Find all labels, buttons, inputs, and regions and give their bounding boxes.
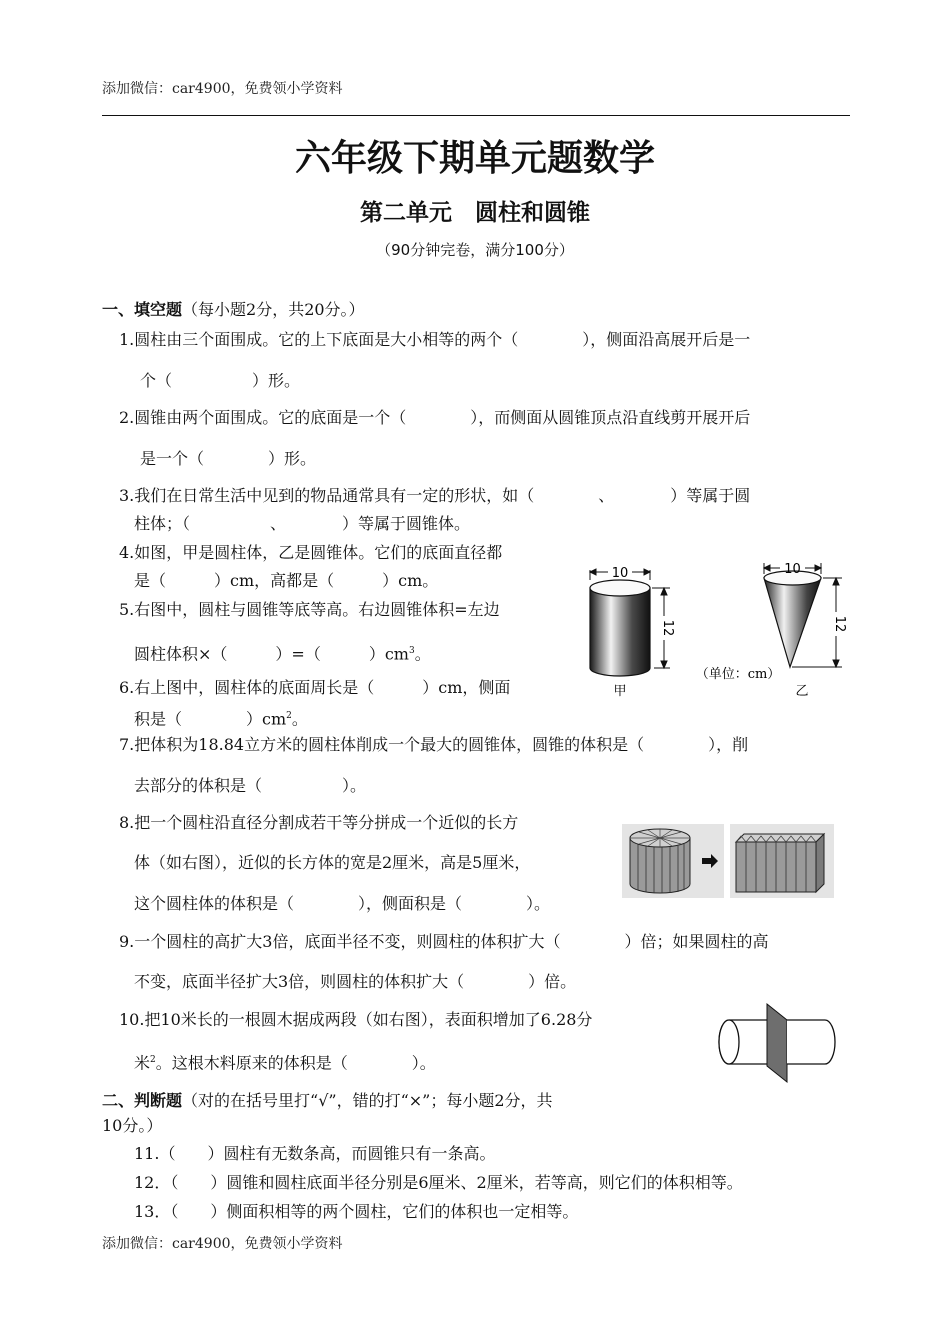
figure-cylinder-to-cuboid (622, 824, 834, 898)
cylinder-label: 甲 (613, 684, 627, 699)
q8-line1: 8.把一个圆柱沿直径分割成若干等分拼成一个近似的长方 (119, 813, 519, 832)
cylinder-shape (590, 580, 650, 676)
cylinder-height-label: 12 (660, 619, 675, 637)
q5-end: 。 (414, 644, 431, 664)
header-rule (102, 115, 850, 116)
cone-diameter-label: 10 (784, 562, 801, 577)
figure-cylinder-cone (580, 550, 855, 710)
q10-text-b: 。这根木料原来的体积是（ ）。 (155, 1053, 436, 1073)
sliced-cylinder (630, 829, 690, 893)
section1-heading (102, 297, 365, 320)
q4-line1: 4.如图，甲是圆柱体，乙是圆锥体。它们的底面直径都 (119, 543, 503, 562)
saw-cut-plane (767, 1004, 787, 1082)
q8-line3: 这个圆柱体的体积是（ ），侧面积是（ ）。 (134, 894, 551, 913)
q8-line2: 体（如右图），近似的长方体的宽是2厘米，高是5厘米， (134, 853, 531, 872)
page-title: 六年级下期单元题数学 (294, 138, 655, 179)
section2-heading (102, 1088, 553, 1111)
q10-text-a: 米 (134, 1053, 151, 1073)
approx-cuboid (736, 834, 824, 892)
cone-shape (764, 571, 821, 667)
section1-title: 一、填空题 (102, 300, 183, 319)
q11: 11.（ ）圆柱有无数条高，而圆锥只有一条高。 (134, 1144, 496, 1163)
page-subtitle: 第二单元 圆柱和圆锥 (360, 200, 590, 226)
figure-log-cut (715, 998, 837, 1084)
q5-text: 圆柱体积×（ ）=（ ）cm (134, 644, 409, 664)
q6-text: 积是（ ）cm (134, 709, 287, 729)
q2-line1: 2.圆锥由两个面围成。它的底面是一个（ ），而侧面从圆锥顶点沿直线剪开展开后 (119, 408, 751, 427)
q9-line1: 9.一个圆柱的高扩大3倍，底面半径不变，则圆柱的体积扩大（ ）倍；如果圆柱的高 (119, 932, 769, 951)
q7-line1: 7.把体积为18.84立方米的圆柱体削成一个最大的圆锥体，圆锥的体积是（ ），削 (119, 735, 749, 754)
cone-height-label: 12 (832, 615, 847, 633)
exam-note: （90分钟完卷，满分100分） (376, 241, 574, 259)
q5-line1: 5.右图中，圆柱与圆锥等底等高。右边圆锥体积=左边 (119, 600, 500, 619)
cylinder-diameter-label: 10 (611, 566, 629, 581)
log-left (719, 1020, 773, 1064)
cone-label: 乙 (795, 684, 809, 699)
section1-desc: （每小题2分，共20分。） (182, 300, 365, 319)
q13: 13．（ ）侧面积相等的两个圆柱，它们的体积也一定相等。 (134, 1202, 579, 1221)
q6-line2 (134, 706, 308, 729)
q6-line1: 6.右上图中，圆柱体的底面周长是（ ）cm，侧面 (119, 678, 511, 697)
section2-title: 二、判断题 (102, 1091, 183, 1110)
section2-desc: （对的在括号里打“√”，错的打“×”；每小题2分，共 (182, 1091, 553, 1110)
q2-line2: 是一个（ ）形。 (140, 449, 317, 468)
q1-line2: 个（ ）形。 (140, 371, 301, 390)
q4-line2: 是（ ）cm，高都是（ ）cm。 (134, 571, 439, 590)
q10-line1: 10.把10米长的一根圆木据成两段（如右图），表面积增加了6.28分 (119, 1010, 593, 1029)
footer-note: 添加微信：car4900，免费领小学资料 (102, 1236, 343, 1252)
q6-sup: 2 (286, 711, 292, 721)
q12: 12．（ ）圆锥和圆柱底面半径分别是6厘米、2厘米，若等高，则它们的体积相等。 (134, 1173, 743, 1192)
q9-line2: 不变，底面半径扩大3倍，则圆柱的体积扩大（ ）倍。 (134, 972, 577, 991)
q10-line2 (134, 1050, 436, 1073)
unit-label: （单位：cm） (695, 667, 781, 682)
q3-line1: 3.我们在日常生活中见到的物品通常具有一定的形状，如（ 、 ）等属于圆 (119, 486, 751, 505)
header-note: 添加微信：car4900，免费领小学资料 (102, 81, 343, 97)
q3-line2: 柱体；（ 、 ）等属于圆锥体。 (134, 514, 471, 533)
q6-end: 。 (291, 709, 308, 729)
q5-line2 (134, 641, 431, 664)
q1-line1: 1.圆柱由三个面围成。它的上下底面是大小相等的两个（ ），侧面沿高展开后是一 (119, 330, 751, 349)
q10-sup: 2 (150, 1055, 156, 1065)
q7-line2: 去部分的体积是（ ）。 (134, 776, 367, 795)
section2-desc2: 10分。） (102, 1116, 163, 1135)
log-right (787, 1020, 835, 1064)
q5-sup: 3 (408, 646, 415, 656)
